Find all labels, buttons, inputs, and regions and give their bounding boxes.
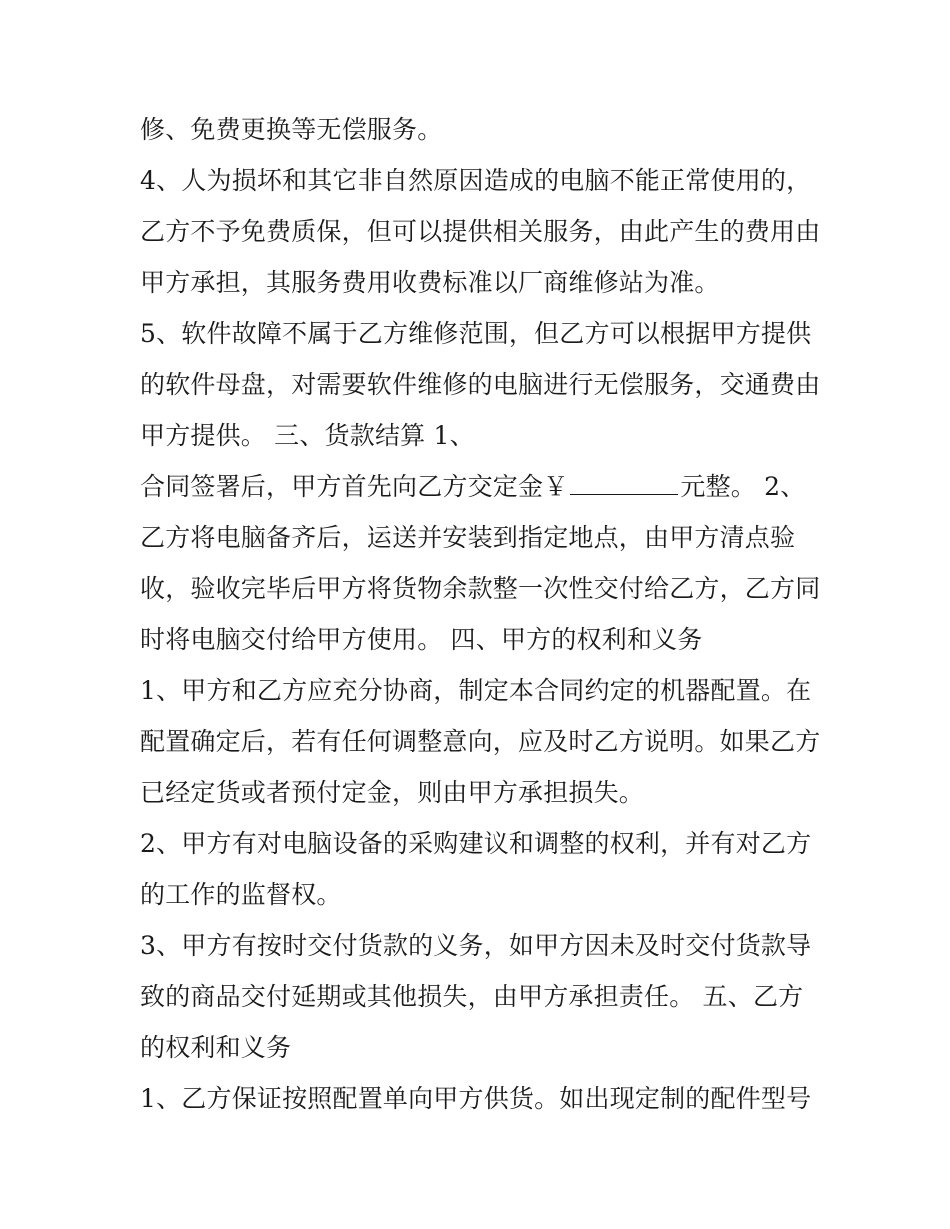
text-line: 1、乙方保证按照配置单向甲方供货。如出现定制的配件型号 (140, 1084, 812, 1113)
deposit-suffix: 元整。 2、 (680, 472, 806, 501)
text-line: 1、甲方和乙方应充分协商，制定本合同约定的机器配置。在 (140, 676, 812, 705)
text-line: 4、人为损坏和其它非自然原因造成的电脑不能正常使用的， (140, 166, 812, 195)
deposit-text: 合同签署后，甲方首先向乙方交定金￥ (140, 472, 569, 501)
deposit-amount-blank (570, 466, 678, 495)
text-line: 2、甲方有对电脑设备的采购建议和调整的权利，并有对乙方 (140, 829, 812, 858)
text-line: 甲方承担，其服务费用收费标准以厂商维修站为准。 (140, 268, 720, 297)
text-line: 致的商品交付延期或其他损失，由甲方承担责任。 五、乙方 (140, 982, 804, 1011)
deposit-line (140, 461, 820, 512)
text-line: 的软件母盘，对需要软件维修的电脑进行无偿服务，交通费由 (140, 370, 821, 399)
text-line: 收，验收完毕后甲方将货物余款整一次性交付给乙方，乙方同 (140, 574, 821, 603)
text-line: 乙方不予免费质保，但可以提供相关服务，由此产生的费用由 (140, 217, 821, 246)
text-line: 乙方将电脑备齐后，运送并安装到指定地点，由甲方清点验 (140, 523, 796, 552)
contract-body (140, 104, 820, 1124)
text-line: 已经定货或者预付定金，则由甲方承担损失。 (140, 778, 645, 807)
text-line: 3、甲方有按时交付货款的义务，如甲方因未及时交付货款导 (140, 931, 812, 960)
text-line: 时将电脑交付给甲方使用。 四、甲方的权利和义务 (140, 625, 703, 654)
text-line: 甲方提供。 三、货款结算 1、 (140, 421, 475, 450)
text-line: 修、免费更换等无偿服务。 (140, 115, 443, 144)
text-line: 的工作的监督权。 (140, 880, 342, 909)
text-line: 配置确定后，若有任何调整意向，应及时乙方说明。如果乙方 (140, 727, 821, 756)
text-line: 的权利和义务 (140, 1033, 292, 1062)
text-line: 5、软件故障不属于乙方维修范围，但乙方可以根据甲方提供 (140, 319, 812, 348)
